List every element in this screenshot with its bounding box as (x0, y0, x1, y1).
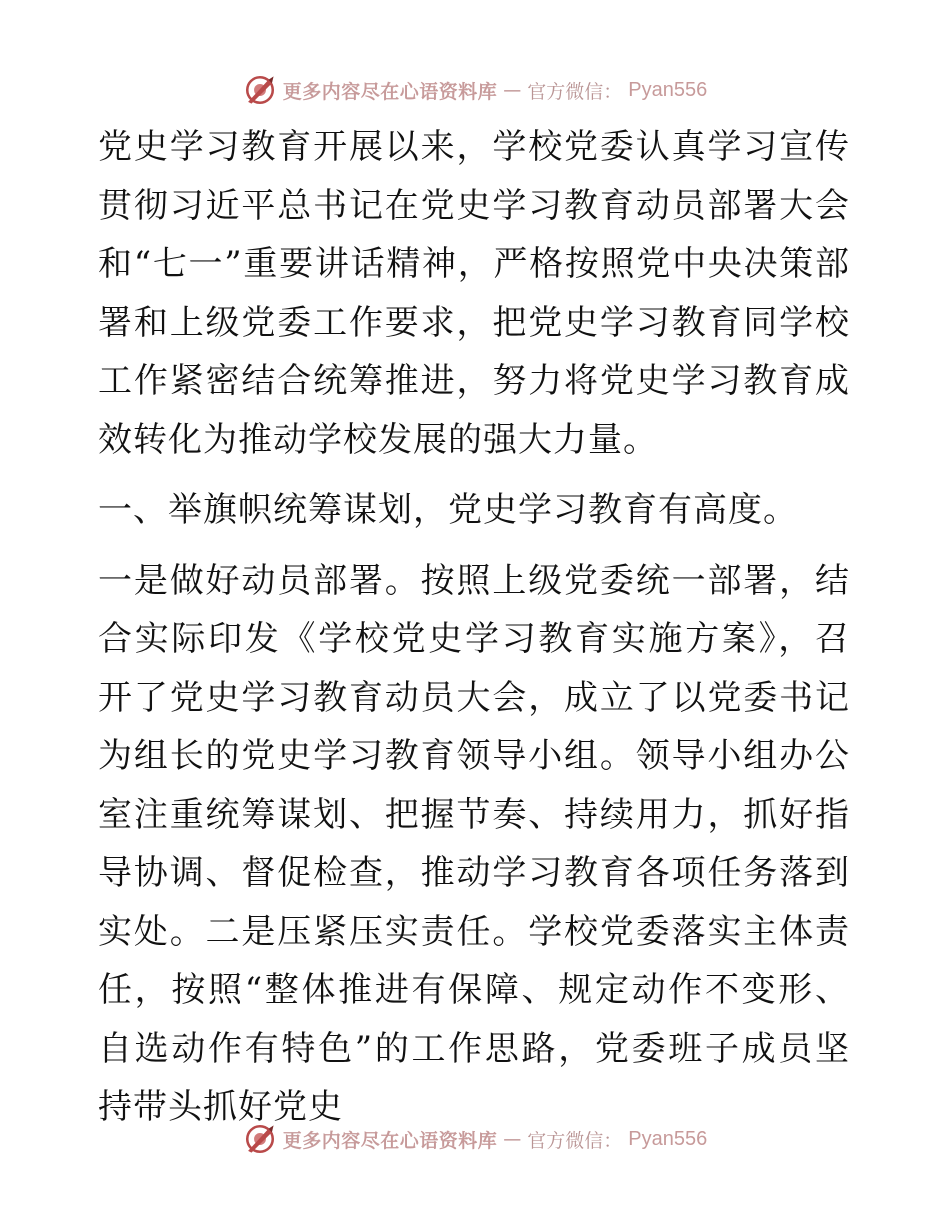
paragraph-body: 一是做好动员部署。按照上级党委统一部署，结合实际印发《学校党史学习教育实施方案》，召开了党史学习教育动员大会，成立了以党委书记为组长的党史学习教育领导小组。领导小组办公室注重统筹谋划、把握节奏、持续用力，抓好指导协调、督促检查，推动学习教育各项任务落到实处。二是压紧压实责任。学校党委落实主体责任，按照“整体推进有保障、规定动作不变形、自选动作有特色”的工作思路，党委班子成员坚持带头抓好党史 (98, 560, 850, 1127)
paragraph-intro: 党史学习教育开展以来，学校党委认真学习宣传贯彻习近平总书记在党史学习教育动员部署大会和“七一”重要讲话精神，严格按照党中央决策部署和上级党委工作要求，把党史学习教育同学校工作紧密结合统筹推进，努力将党史学习教育成效转化为推动学校发展的强大力量。 (98, 127, 850, 460)
document-body (98, 118, 850, 1137)
pen-logo-icon (243, 1122, 277, 1156)
watermark-separator: — (503, 79, 522, 101)
footer-watermark (0, 1119, 950, 1159)
watermark-wechat-id: Pyan556 (628, 78, 708, 101)
watermark-separator: — (503, 1128, 522, 1150)
watermark-wechat-id: Pyan556 (628, 1127, 708, 1150)
watermark-title: 更多内容尽在心语资料库 (282, 1129, 498, 1152)
pen-logo-icon (243, 73, 277, 107)
watermark-wechat-label: 官方微信： (527, 80, 623, 103)
header-watermark (0, 70, 950, 110)
watermark-wechat-label: 官方微信： (527, 1129, 623, 1152)
watermark-title: 更多内容尽在心语资料库 (282, 80, 498, 103)
section-heading: 一、举旗帜统筹谋划，党史学习教育有高度。 (98, 490, 798, 530)
